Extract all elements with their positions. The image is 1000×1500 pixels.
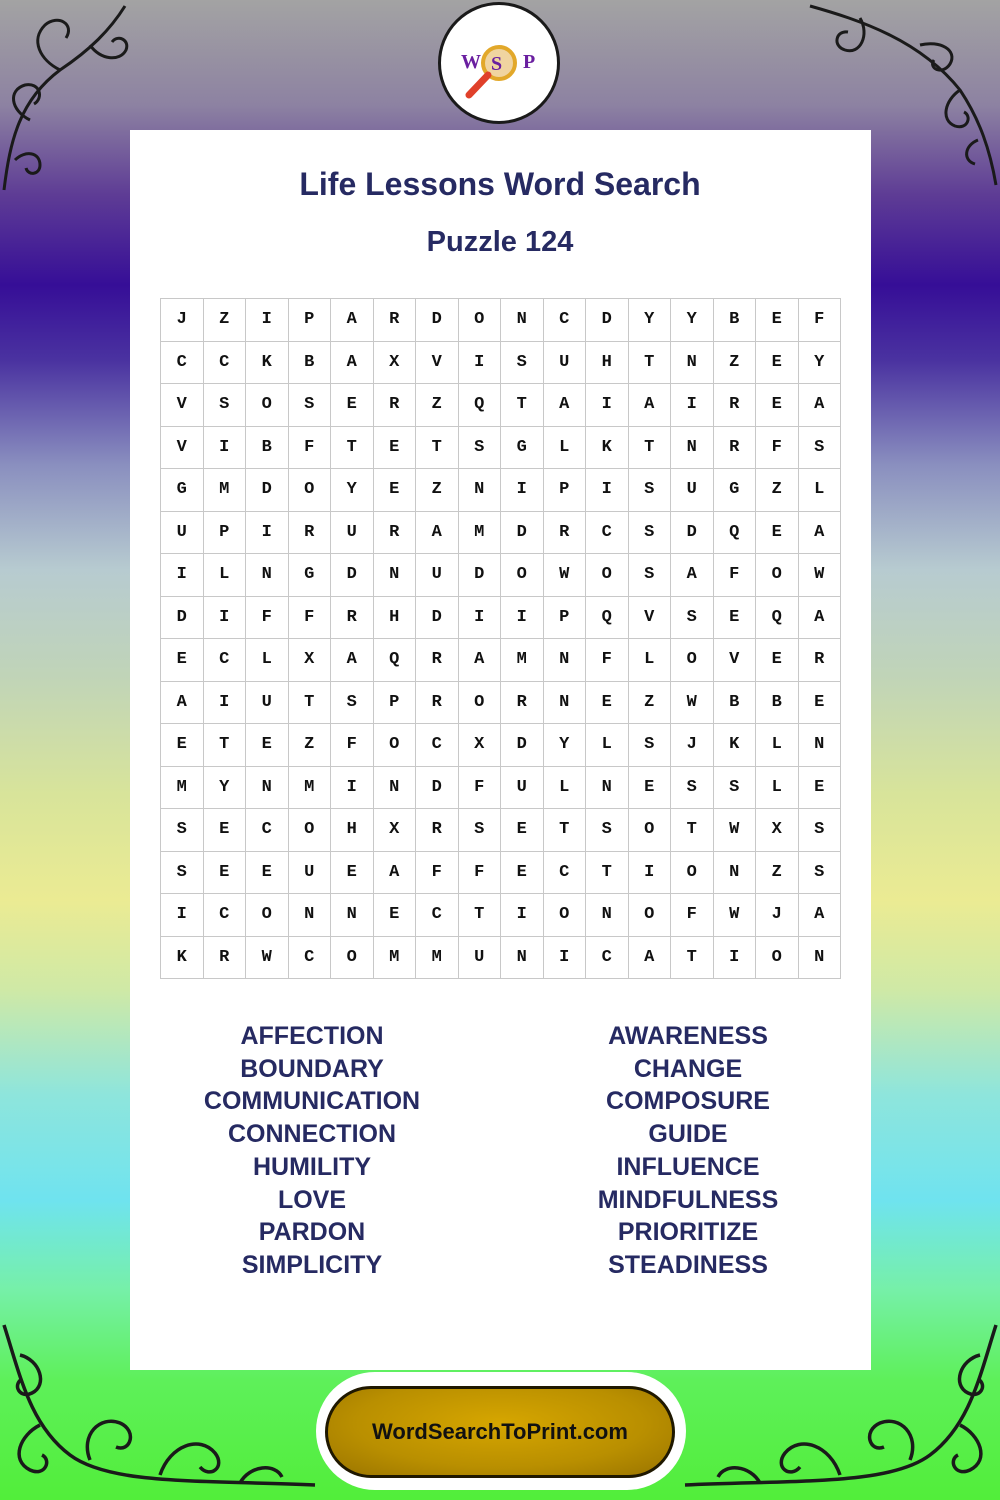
grid-cell: E <box>374 894 417 937</box>
grid-cell: C <box>416 724 459 767</box>
word-list-item: CONNECTION <box>227 1120 397 1149</box>
grid-cell: V <box>161 384 204 427</box>
grid-cell: X <box>459 724 502 767</box>
word-list-item: COMMUNICATION <box>203 1087 421 1116</box>
grid-cell: I <box>204 427 247 470</box>
grid-cell: M <box>459 512 502 555</box>
grid-cell: A <box>459 639 502 682</box>
grid-cell: R <box>416 682 459 725</box>
grid-cell: A <box>374 852 417 895</box>
grid-cell: C <box>246 809 289 852</box>
grid-cell: V <box>161 427 204 470</box>
grid-cell: U <box>289 852 332 895</box>
grid-cell: Y <box>331 469 374 512</box>
word-list-item: MINDFULNESS <box>597 1185 779 1214</box>
grid-cell: J <box>161 299 204 342</box>
grid-cell: A <box>671 554 714 597</box>
grid-cell: I <box>459 342 502 385</box>
grid-cell: E <box>501 852 544 895</box>
grid-cell: K <box>714 724 757 767</box>
grid-cell: U <box>671 469 714 512</box>
grid-cell: R <box>289 512 332 555</box>
grid-cell: F <box>799 299 842 342</box>
grid-cell: Q <box>374 639 417 682</box>
grid-cell: U <box>331 512 374 555</box>
grid-cell: G <box>501 427 544 470</box>
grid-cell: C <box>204 342 247 385</box>
grid-cell: R <box>799 639 842 682</box>
grid-cell: O <box>671 852 714 895</box>
grid-cell: F <box>459 852 502 895</box>
grid-cell: I <box>161 554 204 597</box>
word-list-right <box>548 1020 828 1282</box>
grid-cell: J <box>756 894 799 937</box>
grid-cell: S <box>501 342 544 385</box>
grid-cell: W <box>714 809 757 852</box>
grid-cell: F <box>289 597 332 640</box>
grid-cell: R <box>416 639 459 682</box>
grid-cell: D <box>459 554 502 597</box>
grid-cell: O <box>374 724 417 767</box>
grid-cell: I <box>204 682 247 725</box>
grid-cell: S <box>629 724 672 767</box>
grid-cell: C <box>161 342 204 385</box>
grid-cell: R <box>331 597 374 640</box>
grid-cell: T <box>289 682 332 725</box>
grid-cell: P <box>374 682 417 725</box>
grid-cell: L <box>756 724 799 767</box>
grid-cell: N <box>289 894 332 937</box>
grid-cell: G <box>714 469 757 512</box>
grid-cell: E <box>204 809 247 852</box>
grid-cell: S <box>799 852 842 895</box>
grid-cell: Y <box>204 767 247 810</box>
grid-cell: S <box>289 384 332 427</box>
grid-cell: Y <box>671 299 714 342</box>
grid-cell: I <box>459 597 502 640</box>
grid-cell: W <box>714 894 757 937</box>
grid-cell: E <box>714 597 757 640</box>
grid-cell: M <box>374 937 417 980</box>
grid-cell: S <box>671 597 714 640</box>
grid-cell: I <box>501 597 544 640</box>
grid-cell: O <box>331 937 374 980</box>
grid-cell: O <box>459 682 502 725</box>
grid-cell: O <box>756 554 799 597</box>
grid-cell: Y <box>629 299 672 342</box>
grid-cell: Z <box>204 299 247 342</box>
grid-cell: L <box>246 639 289 682</box>
grid-cell: P <box>544 469 587 512</box>
grid-cell: S <box>331 682 374 725</box>
word-list-item: COMPOSURE <box>606 1087 770 1116</box>
grid-cell: U <box>501 767 544 810</box>
grid-cell: H <box>586 342 629 385</box>
grid-cell: S <box>629 469 672 512</box>
grid-cell: R <box>544 512 587 555</box>
grid-cell: I <box>501 894 544 937</box>
grid-cell: P <box>289 299 332 342</box>
grid-cell: N <box>331 894 374 937</box>
grid-cell: V <box>629 597 672 640</box>
grid-cell: Z <box>756 852 799 895</box>
grid-cell: N <box>501 937 544 980</box>
grid-cell: I <box>586 469 629 512</box>
grid-cell: G <box>289 554 332 597</box>
page-title: Life Lessons Word Search <box>299 166 701 202</box>
grid-cell: N <box>459 469 502 512</box>
grid-cell: E <box>204 852 247 895</box>
grid-cell: D <box>501 512 544 555</box>
grid-cell: S <box>204 384 247 427</box>
grid-cell: B <box>246 427 289 470</box>
grid-cell: E <box>586 682 629 725</box>
word-list-item: CHANGE <box>633 1054 743 1083</box>
grid-cell: D <box>331 554 374 597</box>
grid-cell: O <box>459 299 502 342</box>
grid-cell: O <box>289 809 332 852</box>
grid-cell: N <box>374 767 417 810</box>
grid-cell: E <box>799 682 842 725</box>
grid-cell: O <box>246 894 289 937</box>
grid-cell: X <box>374 809 417 852</box>
grid-cell: K <box>161 937 204 980</box>
grid-cell: W <box>671 682 714 725</box>
word-list-item: HUMILITY <box>252 1152 372 1181</box>
grid-cell: C <box>289 937 332 980</box>
grid-cell: D <box>671 512 714 555</box>
grid-cell: I <box>671 384 714 427</box>
grid-cell: F <box>246 597 289 640</box>
grid-cell: C <box>586 937 629 980</box>
grid-cell: D <box>586 299 629 342</box>
grid-cell: A <box>544 384 587 427</box>
grid-cell: S <box>586 809 629 852</box>
logo <box>438 2 560 124</box>
grid-cell: S <box>161 809 204 852</box>
grid-cell: U <box>246 682 289 725</box>
grid-cell: N <box>544 682 587 725</box>
puzzle-number: Puzzle 124 <box>426 226 574 258</box>
grid-cell: Z <box>714 342 757 385</box>
grid-cell: D <box>416 299 459 342</box>
word-list-item: GUIDE <box>648 1120 728 1149</box>
grid-cell: A <box>416 512 459 555</box>
letter-grid <box>160 298 841 979</box>
grid-cell: V <box>416 342 459 385</box>
grid-cell: C <box>204 639 247 682</box>
grid-cell: H <box>374 597 417 640</box>
grid-cell: X <box>756 809 799 852</box>
grid-cell: O <box>629 894 672 937</box>
grid-cell: P <box>204 512 247 555</box>
grid-cell: N <box>544 639 587 682</box>
grid-cell: U <box>416 554 459 597</box>
grid-cell: B <box>756 682 799 725</box>
grid-cell: M <box>289 767 332 810</box>
grid-cell: A <box>331 299 374 342</box>
grid-cell: T <box>629 427 672 470</box>
grid-cell: O <box>756 937 799 980</box>
grid-cell: N <box>586 767 629 810</box>
website-link-button[interactable]: WordSearchToPrint.com <box>325 1386 675 1478</box>
grid-cell: E <box>629 767 672 810</box>
grid-cell: E <box>374 469 417 512</box>
grid-cell: T <box>671 937 714 980</box>
grid-cell: E <box>501 809 544 852</box>
grid-cell: J <box>671 724 714 767</box>
grid-cell: U <box>544 342 587 385</box>
word-list-item: BOUNDARY <box>240 1054 384 1083</box>
grid-cell: O <box>289 469 332 512</box>
grid-cell: O <box>544 894 587 937</box>
grid-cell: L <box>586 724 629 767</box>
grid-cell: M <box>501 639 544 682</box>
grid-cell: L <box>756 767 799 810</box>
word-list-item: SIMPLICITY <box>241 1250 383 1279</box>
grid-cell: T <box>671 809 714 852</box>
word-list-item: AFFECTION <box>240 1022 384 1050</box>
grid-cell: R <box>714 384 757 427</box>
grid-cell: N <box>671 342 714 385</box>
grid-cell: L <box>544 767 587 810</box>
grid-cell: T <box>629 342 672 385</box>
grid-cell: M <box>204 469 247 512</box>
grid-cell: E <box>374 427 417 470</box>
grid-cell: T <box>544 809 587 852</box>
grid-cell: N <box>671 427 714 470</box>
grid-cell: C <box>544 299 587 342</box>
grid-cell: L <box>204 554 247 597</box>
grid-cell: D <box>416 767 459 810</box>
grid-cell: K <box>246 342 289 385</box>
grid-cell: L <box>629 639 672 682</box>
grid-cell: X <box>374 342 417 385</box>
grid-cell: F <box>756 427 799 470</box>
grid-cell: W <box>544 554 587 597</box>
grid-cell: E <box>756 639 799 682</box>
grid-cell: T <box>204 724 247 767</box>
grid-cell: K <box>586 427 629 470</box>
grid-cell: Z <box>629 682 672 725</box>
grid-cell: F <box>586 639 629 682</box>
grid-cell: Z <box>289 724 332 767</box>
grid-cell: V <box>714 639 757 682</box>
grid-cell: R <box>374 299 417 342</box>
grid-cell: C <box>416 894 459 937</box>
grid-cell: S <box>671 767 714 810</box>
grid-cell: R <box>714 427 757 470</box>
grid-cell: F <box>416 852 459 895</box>
logo-letter-p: P <box>523 51 536 73</box>
grid-cell: F <box>331 724 374 767</box>
word-list-item: PRIORITIZE <box>617 1218 759 1247</box>
grid-cell: H <box>331 809 374 852</box>
grid-cell: S <box>629 554 672 597</box>
grid-cell: Z <box>756 469 799 512</box>
word-list-item: LOVE <box>277 1185 347 1214</box>
grid-cell: M <box>161 767 204 810</box>
grid-cell: D <box>416 597 459 640</box>
grid-cell: L <box>799 469 842 512</box>
grid-cell: T <box>331 427 374 470</box>
grid-cell: N <box>714 852 757 895</box>
grid-cell: X <box>289 639 332 682</box>
grid-cell: A <box>629 937 672 980</box>
grid-cell: S <box>799 427 842 470</box>
grid-cell: I <box>331 767 374 810</box>
grid-cell: S <box>161 852 204 895</box>
grid-cell: C <box>204 894 247 937</box>
grid-cell: F <box>289 427 332 470</box>
grid-cell: Y <box>799 342 842 385</box>
grid-cell: I <box>204 597 247 640</box>
grid-cell: F <box>459 767 502 810</box>
grid-cell: E <box>756 512 799 555</box>
grid-cell: N <box>246 767 289 810</box>
grid-cell: O <box>671 639 714 682</box>
grid-cell: Q <box>459 384 502 427</box>
grid-cell: C <box>586 512 629 555</box>
grid-cell: L <box>544 427 587 470</box>
grid-cell: S <box>459 809 502 852</box>
grid-cell: E <box>161 639 204 682</box>
grid-cell: T <box>459 894 502 937</box>
grid-cell: N <box>799 724 842 767</box>
grid-cell: Z <box>416 469 459 512</box>
grid-cell: A <box>799 894 842 937</box>
grid-cell: I <box>501 469 544 512</box>
grid-cell: B <box>289 342 332 385</box>
grid-cell: N <box>586 894 629 937</box>
grid-cell: U <box>161 512 204 555</box>
grid-cell: A <box>161 682 204 725</box>
grid-cell: A <box>629 384 672 427</box>
grid-cell: D <box>246 469 289 512</box>
grid-cell: M <box>416 937 459 980</box>
grid-cell: A <box>799 384 842 427</box>
grid-cell: E <box>246 724 289 767</box>
grid-cell: B <box>714 299 757 342</box>
grid-cell: G <box>161 469 204 512</box>
grid-cell: S <box>799 809 842 852</box>
grid-cell: T <box>586 852 629 895</box>
grid-cell: C <box>544 852 587 895</box>
grid-cell: O <box>629 809 672 852</box>
grid-cell: E <box>331 384 374 427</box>
grid-cell: T <box>501 384 544 427</box>
grid-cell: R <box>501 682 544 725</box>
grid-cell: R <box>204 937 247 980</box>
grid-cell: I <box>629 852 672 895</box>
grid-cell: W <box>799 554 842 597</box>
grid-cell: Z <box>416 384 459 427</box>
grid-cell: R <box>416 809 459 852</box>
grid-cell: R <box>374 512 417 555</box>
logo-letter-w: W <box>461 51 481 73</box>
grid-cell: A <box>331 342 374 385</box>
magnifier-icon <box>441 5 557 121</box>
grid-cell: S <box>629 512 672 555</box>
grid-cell: E <box>756 342 799 385</box>
grid-cell: F <box>671 894 714 937</box>
grid-cell: T <box>416 427 459 470</box>
grid-cell: N <box>246 554 289 597</box>
grid-cell: I <box>246 512 289 555</box>
grid-cell: E <box>246 852 289 895</box>
word-list-item: STEADINESS <box>608 1250 768 1279</box>
grid-cell: A <box>331 639 374 682</box>
grid-cell: O <box>586 554 629 597</box>
grid-cell: E <box>756 384 799 427</box>
grid-cell: E <box>331 852 374 895</box>
grid-cell: I <box>246 299 289 342</box>
grid-cell: P <box>544 597 587 640</box>
grid-cell: F <box>714 554 757 597</box>
word-list-left <box>172 1020 452 1282</box>
grid-cell: E <box>756 299 799 342</box>
grid-cell: I <box>586 384 629 427</box>
grid-cell: N <box>374 554 417 597</box>
grid-cell: Q <box>714 512 757 555</box>
logo-letter-s: S <box>491 53 503 75</box>
grid-cell: Q <box>756 597 799 640</box>
grid-cell: E <box>799 767 842 810</box>
grid-cell: N <box>799 937 842 980</box>
grid-cell: S <box>714 767 757 810</box>
grid-cell: N <box>501 299 544 342</box>
grid-cell: D <box>501 724 544 767</box>
grid-cell: I <box>161 894 204 937</box>
grid-cell: U <box>459 937 502 980</box>
grid-cell: Q <box>586 597 629 640</box>
word-list-item: AWARENESS <box>608 1022 768 1050</box>
word-list-item: INFLUENCE <box>616 1152 760 1181</box>
grid-cell: D <box>161 597 204 640</box>
word-list-item: PARDON <box>258 1218 366 1247</box>
grid-cell: A <box>799 512 842 555</box>
grid-cell: E <box>161 724 204 767</box>
grid-cell: B <box>714 682 757 725</box>
grid-cell: W <box>246 937 289 980</box>
grid-cell: O <box>501 554 544 597</box>
grid-cell: R <box>374 384 417 427</box>
grid-cell: I <box>544 937 587 980</box>
grid-cell: I <box>714 937 757 980</box>
grid-cell: S <box>459 427 502 470</box>
grid-cell: O <box>246 384 289 427</box>
grid-cell: A <box>799 597 842 640</box>
grid-cell: Y <box>544 724 587 767</box>
